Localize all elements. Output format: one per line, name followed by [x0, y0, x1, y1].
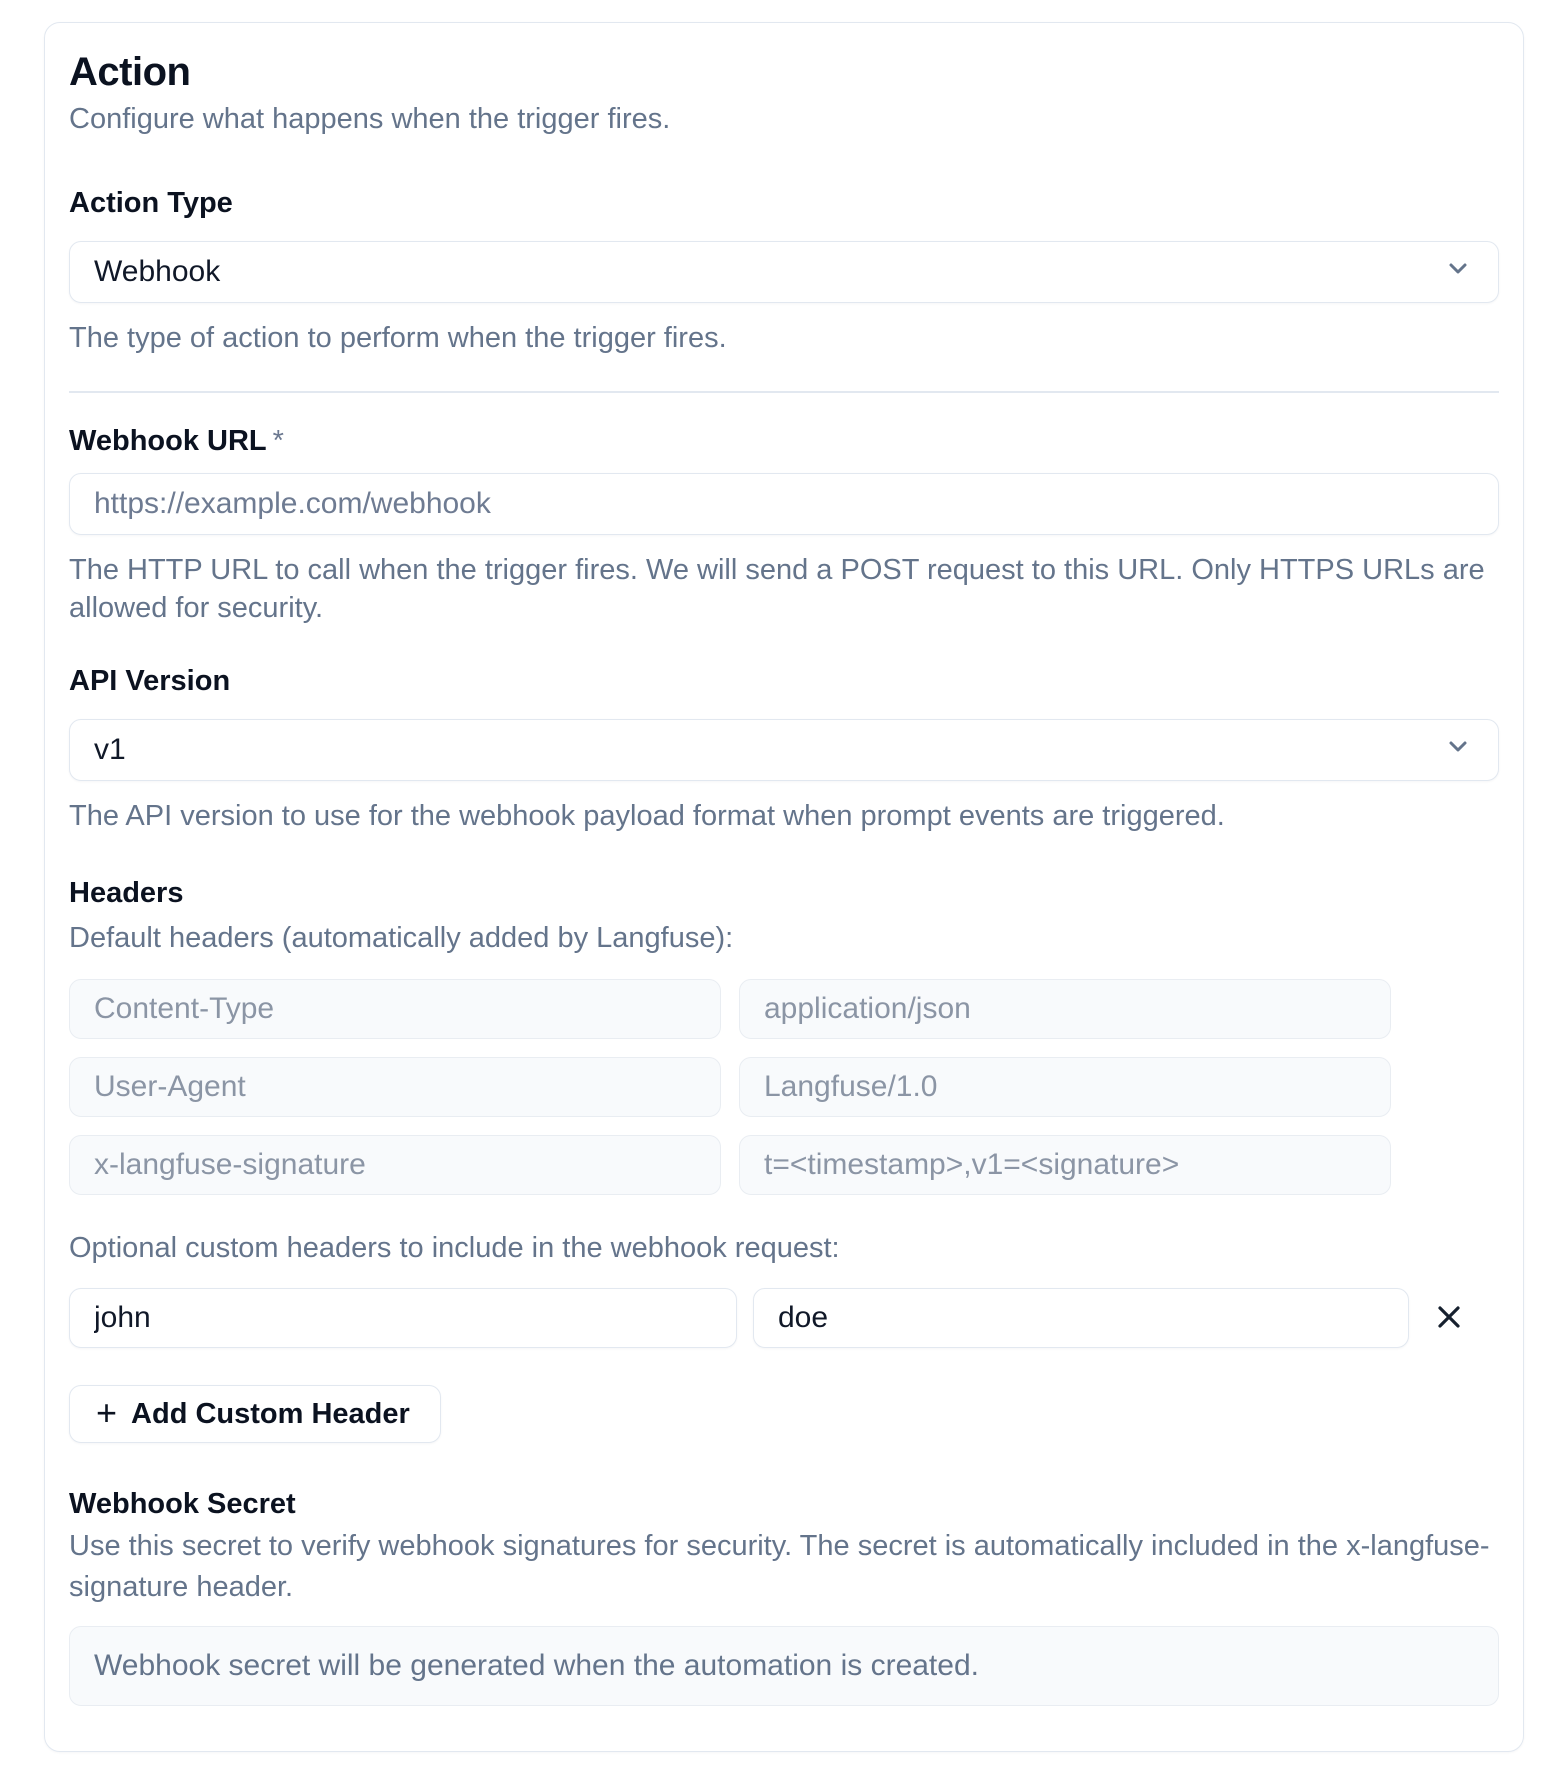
default-headers-caption: Default headers (automatically added by Langfuse): [69, 922, 734, 954]
webhook-secret-note: Webhook secret will be generated when the automation is created. [94, 1649, 979, 1682]
required-asterisk: * [272, 425, 284, 457]
remove-header-button[interactable] [1421, 1290, 1477, 1346]
webhook-secret-placeholder-box [69, 1626, 1499, 1706]
section-subtitle: Configure what happens when the trigger fires. [69, 103, 671, 135]
webhook-secret-label: Webhook Secret [69, 1488, 296, 1520]
webhook-url-label-text: Webhook URL [69, 425, 267, 457]
add-custom-header-button[interactable] [69, 1385, 441, 1443]
action-type-help: The type of action to perform when the trigger fires. [69, 322, 727, 354]
chevron-down-icon [1442, 252, 1474, 292]
api-version-select[interactable] [69, 719, 1499, 781]
plus-icon: + [96, 1392, 118, 1433]
action-card [44, 22, 1524, 1752]
action-type-label: Action Type [69, 187, 233, 219]
add-custom-header-label: Add Custom Header [131, 1397, 410, 1430]
chevron-down-icon [1442, 730, 1474, 770]
default-header-row [69, 979, 1499, 1039]
default-headers-list [69, 979, 1499, 1195]
api-version-help: The API version to use for the webhook payload format when prompt events are triggered. [69, 800, 1225, 832]
header-value-field [739, 979, 1391, 1039]
custom-header-value-input[interactable] [753, 1288, 1409, 1348]
api-version-value: v1 [94, 733, 126, 766]
custom-header-row [69, 1288, 1499, 1348]
section-divider [69, 391, 1499, 393]
custom-headers-caption: Optional custom headers to include in the webhook request: [69, 1232, 840, 1264]
action-type-select[interactable] [69, 241, 1499, 303]
custom-header-key-input[interactable] [69, 1288, 737, 1348]
section-title: Action [69, 50, 191, 94]
default-header-row [69, 1057, 1499, 1117]
default-header-row [69, 1135, 1499, 1195]
header-value-field [739, 1135, 1391, 1195]
webhook-secret-description: Use this secret to verify webhook signatures for security. The secret is automatically included in the x-langfuse-signature header. [69, 1530, 1490, 1603]
x-icon [1432, 1300, 1466, 1337]
action-type-value: Webhook [94, 255, 221, 288]
header-key-field [69, 1057, 721, 1117]
webhook-url-label [69, 423, 1499, 459]
headers-label: Headers [69, 877, 184, 909]
webhook-url-help: The HTTP URL to call when the trigger fires. We will send a POST request to this URL. Only HTTPS URLs are allowed for security. [69, 554, 1485, 624]
header-value-field [739, 1057, 1391, 1117]
header-key-field [69, 979, 721, 1039]
webhook-url-input[interactable] [69, 473, 1499, 535]
api-version-label: API Version [69, 665, 231, 697]
header-key-field [69, 1135, 721, 1195]
